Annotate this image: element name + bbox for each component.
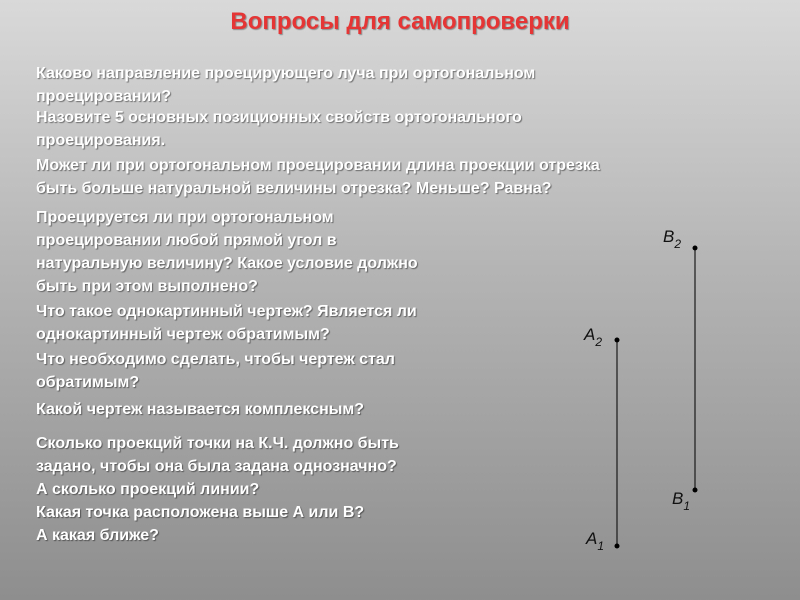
question-complex-drawing: Какой чертеж называется комплексным? bbox=[36, 401, 365, 418]
label-b1: $B_1$ bbox=[672, 489, 691, 513]
label-a2: $A_2$ bbox=[584, 325, 603, 349]
point-a1 bbox=[615, 544, 620, 549]
point-b1 bbox=[693, 488, 698, 493]
projection-diagram bbox=[560, 200, 740, 560]
question-single-view-drawing: Что такое однокартинный чертеж? Является ли однокартинный чертеж обратимым? bbox=[36, 303, 417, 343]
question-reversible-drawing: Что необходимо сделать, чтобы чертеж стал обратимым? bbox=[36, 351, 395, 391]
slide-title: Вопросы для самопроверки bbox=[230, 8, 570, 35]
question-point-projections: Сколько проекций точки на К.Ч. должно быть задано, чтобы она была задана однозначно? А сколько проекций линии? Какая точка расположена выше А или В? А какая ближе? bbox=[36, 435, 399, 544]
label-a1: $A_1$ bbox=[586, 529, 605, 553]
question-right-angle: Проецируется ли при ортогональном проецировании любой прямой угол в натуральную величину? Какое условие должно быть при этом выполнено? bbox=[36, 209, 418, 295]
point-b2 bbox=[693, 246, 698, 251]
question-ray-direction: Каково направление проецирующего луча при ортогональном проецировании? bbox=[36, 65, 536, 105]
label-b2: $B_2$ bbox=[663, 227, 682, 251]
question-positional-properties: Назовите 5 основных позиционных свойств ортогонального проецирования. bbox=[36, 109, 522, 149]
point-a2 bbox=[615, 338, 620, 343]
question-projection-length: Может ли при ортогональном проецировании длина проекции отрезка быть больше натуральной величины отрезка? Меньше? Равна? bbox=[36, 157, 600, 197]
